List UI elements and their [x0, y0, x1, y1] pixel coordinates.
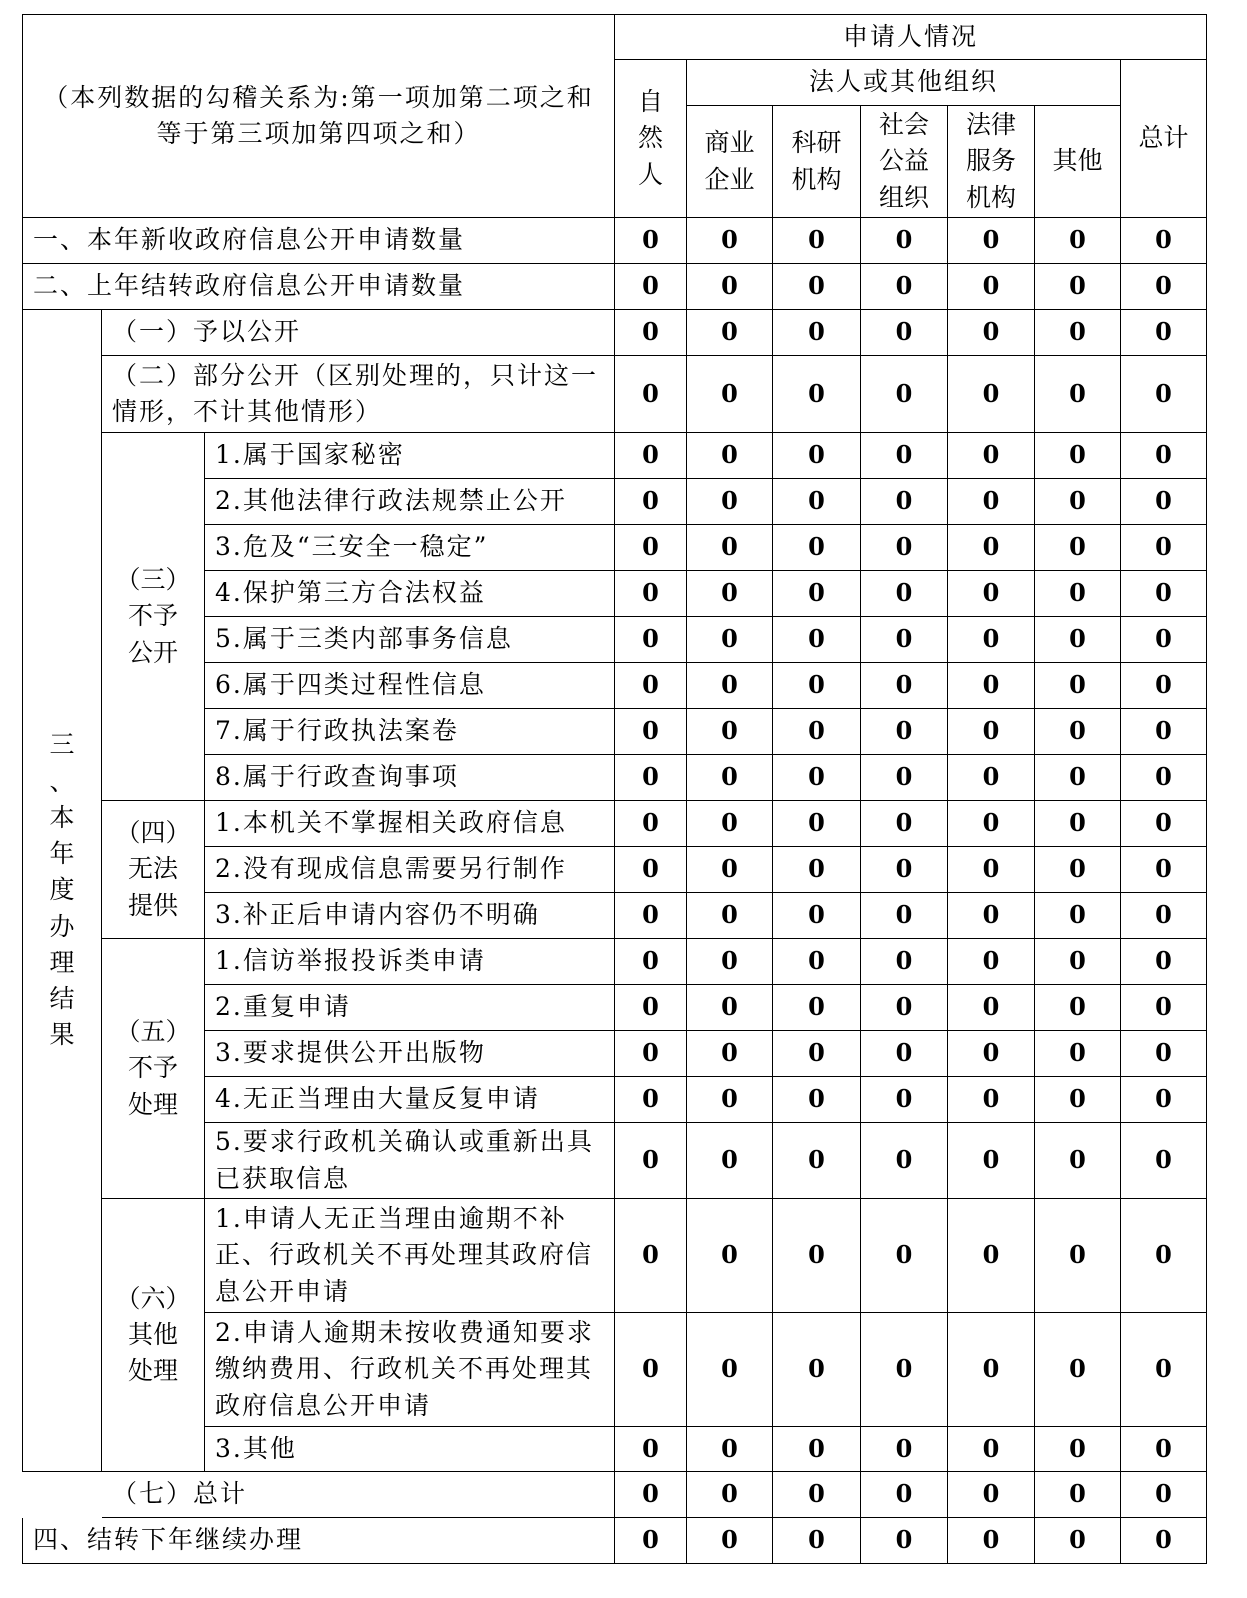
section-3-char: 理 [49, 947, 75, 977]
value-cell: 0 [773, 218, 861, 264]
value-cell: 0 [615, 985, 687, 1031]
value-cell: 0 [773, 1313, 861, 1427]
value-cell: 0 [687, 571, 773, 617]
row-label: 3.要求提供公开出版物 [205, 1031, 615, 1077]
value-cell: 0 [948, 1472, 1035, 1518]
section-3-char: 、 [49, 766, 75, 796]
value-cell: 0 [948, 1518, 1035, 1564]
group-not-processed-line: 不予 [127, 1053, 178, 1083]
value-cell: 0 [687, 264, 773, 310]
value-cell: 0 [615, 1199, 687, 1313]
value-cell: 0 [773, 1472, 861, 1518]
value-cell: 0 [687, 939, 773, 985]
value-cell: 0 [687, 479, 773, 525]
row-label: 1.属于国家秘密 [205, 433, 615, 479]
value-cell: 0 [1121, 310, 1207, 356]
value-cell: 0 [1035, 985, 1121, 1031]
value-cell: 0 [861, 709, 948, 755]
row-label: 7.属于行政执法案卷 [205, 709, 615, 755]
group-not-processed-line: （五） [115, 1017, 191, 1047]
header-legal-service-institution-line: 机构 [965, 182, 1016, 212]
value-cell: 0 [1035, 755, 1121, 801]
value-cell: 0 [861, 525, 948, 571]
group-not-disclosed-line: 不予 [127, 601, 178, 631]
value-cell: 0 [1035, 893, 1121, 939]
value-cell: 0 [615, 571, 687, 617]
value-cell: 0 [615, 1427, 687, 1472]
value-cell: 0 [773, 310, 861, 356]
value-cell: 0 [615, 1472, 687, 1518]
value-cell: 0 [861, 1427, 948, 1472]
value-cell: 0 [687, 801, 773, 847]
value-cell: 0 [861, 801, 948, 847]
gov-info-disclosure-table [22, 14, 1230, 1590]
row-label: 4.无正当理由大量反复申请 [205, 1077, 615, 1123]
value-cell: 0 [773, 1077, 861, 1123]
value-cell: 0 [773, 571, 861, 617]
header-total: 总计 [1121, 60, 1207, 218]
value-cell: 0 [1121, 1427, 1207, 1472]
value-cell: 0 [615, 1031, 687, 1077]
value-cell: 0 [861, 264, 948, 310]
row-label: 8.属于行政查询事项 [205, 755, 615, 801]
value-cell: 0 [615, 893, 687, 939]
value-cell: 0 [687, 1077, 773, 1123]
value-cell: 0 [773, 1518, 861, 1564]
row-label: 2.没有现成信息需要另行制作 [205, 847, 615, 893]
value-cell: 0 [615, 801, 687, 847]
header-legal-service-institution-line: 法律 [965, 110, 1016, 140]
value-cell: 0 [687, 1427, 773, 1472]
section-3-char: 结 [49, 984, 75, 1014]
section-3-char: 度 [49, 875, 75, 905]
row-label: 5.属于三类内部事务信息 [205, 617, 615, 663]
value-cell: 0 [615, 755, 687, 801]
value-cell: 0 [687, 847, 773, 893]
value-cell: 0 [773, 1199, 861, 1313]
value-cell: 0 [1035, 525, 1121, 571]
value-cell: 0 [861, 571, 948, 617]
value-cell: 0 [773, 525, 861, 571]
value-cell: 0 [1121, 1031, 1207, 1077]
header-natural-person-line: 自 [637, 87, 663, 117]
value-cell: 0 [615, 264, 687, 310]
value-cell: 0 [773, 847, 861, 893]
value-cell: 0 [948, 755, 1035, 801]
value-cell: 0 [948, 433, 1035, 479]
value-cell: 0 [1121, 801, 1207, 847]
value-cell: 0 [861, 218, 948, 264]
value-cell: 0 [773, 755, 861, 801]
value-cell: 0 [615, 709, 687, 755]
header-natural-person-line: 然 [637, 123, 663, 153]
group-not-processed [102, 939, 205, 1199]
row-label: 2.其他法律行政法规禁止公开 [205, 479, 615, 525]
value-cell: 0 [687, 893, 773, 939]
value-cell: 0 [948, 1077, 1035, 1123]
value-cell: 0 [1121, 1472, 1207, 1518]
value-cell: 0 [1121, 985, 1207, 1031]
value-cell: 0 [861, 985, 948, 1031]
section-3-char: 果 [49, 1020, 75, 1050]
value-cell: 0 [948, 1199, 1035, 1313]
value-cell: 0 [1035, 939, 1121, 985]
value-cell: 0 [1121, 433, 1207, 479]
value-cell: 0 [861, 755, 948, 801]
header-legal-service-institution-line: 服务 [965, 146, 1016, 176]
value-cell: 0 [1121, 479, 1207, 525]
value-cell: 0 [861, 939, 948, 985]
value-cell: 0 [861, 1472, 948, 1518]
value-cell: 0 [948, 571, 1035, 617]
value-cell: 0 [861, 847, 948, 893]
header-research-institution-line: 机构 [791, 164, 842, 194]
value-cell: 0 [687, 663, 773, 709]
value-cell: 0 [615, 1518, 687, 1564]
value-cell: 0 [773, 479, 861, 525]
value-cell: 0 [1035, 1031, 1121, 1077]
value-cell: 0 [1035, 310, 1121, 356]
value-cell: 0 [1121, 893, 1207, 939]
value-cell: 0 [773, 939, 861, 985]
header-other: 其他 [1035, 106, 1121, 218]
row-label: 1.信访举报投诉类申请 [205, 939, 615, 985]
value-cell: 0 [948, 356, 1035, 433]
value-cell: 0 [1035, 801, 1121, 847]
value-cell: 0 [773, 663, 861, 709]
report-page [22, 14, 1230, 1590]
row-label: （一）予以公开 [102, 310, 615, 356]
section-3-label [22, 310, 102, 1472]
value-cell: 0 [687, 1123, 773, 1199]
value-cell: 0 [1121, 617, 1207, 663]
value-cell: 0 [687, 356, 773, 433]
row-label: 2.重复申请 [205, 985, 615, 1031]
value-cell: 0 [773, 893, 861, 939]
value-cell: 0 [687, 985, 773, 1031]
value-cell: 0 [773, 709, 861, 755]
value-cell: 0 [773, 985, 861, 1031]
group-unable-to-provide-line: 无法 [127, 854, 178, 884]
group-other-processing-line: 处理 [127, 1356, 178, 1386]
value-cell: 0 [1035, 709, 1121, 755]
row-label: （七）总计 [102, 1472, 615, 1518]
value-cell: 0 [615, 218, 687, 264]
header-social-welfare-org [861, 106, 948, 218]
value-cell: 0 [861, 1518, 948, 1564]
value-cell: 0 [948, 801, 1035, 847]
value-cell: 0 [1121, 525, 1207, 571]
header-legal-or-other-org: 法人或其他组织 [687, 60, 1121, 106]
row-label: 2.申请人逾期未按收费通知要求缴纳费用、行政机关不再处理其政府信息公开申请 [205, 1313, 615, 1427]
value-cell: 0 [615, 525, 687, 571]
row-label: 1.申请人无正当理由逾期不补正、行政机关不再处理其政府信息公开申请 [205, 1199, 615, 1313]
value-cell: 0 [1121, 571, 1207, 617]
value-cell: 0 [861, 356, 948, 433]
value-cell: 0 [687, 709, 773, 755]
value-cell: 0 [1121, 1199, 1207, 1313]
value-cell: 0 [948, 1123, 1035, 1199]
header-social-welfare-org-line: 社会 [878, 110, 929, 140]
value-cell: 0 [948, 985, 1035, 1031]
value-cell: 0 [861, 310, 948, 356]
header-commercial-enterprise-line: 商业 [704, 128, 755, 158]
group-unable-to-provide [102, 801, 205, 939]
value-cell: 0 [687, 310, 773, 356]
section-3-char: 本 [49, 802, 75, 832]
value-cell: 0 [948, 310, 1035, 356]
value-cell: 0 [948, 218, 1035, 264]
value-cell: 0 [1121, 356, 1207, 433]
group-unable-to-provide-line: （四） [115, 818, 191, 848]
value-cell: 0 [1121, 709, 1207, 755]
value-cell: 0 [948, 617, 1035, 663]
row-label: 1.本机关不掌握相关政府信息 [205, 801, 615, 847]
value-cell: 0 [861, 1313, 948, 1427]
value-cell: 0 [948, 1427, 1035, 1472]
value-cell: 0 [861, 617, 948, 663]
value-cell: 0 [773, 801, 861, 847]
value-cell: 0 [861, 663, 948, 709]
header-applicant-situation: 申请人情况 [615, 14, 1207, 60]
value-cell: 0 [687, 1472, 773, 1518]
value-cell: 0 [687, 218, 773, 264]
section-3-char: 三 [49, 730, 75, 760]
value-cell: 0 [861, 479, 948, 525]
value-cell: 0 [615, 310, 687, 356]
group-not-processed-line: 处理 [127, 1089, 178, 1119]
value-cell: 0 [1121, 663, 1207, 709]
value-cell: 0 [1035, 1123, 1121, 1199]
value-cell: 0 [1035, 356, 1121, 433]
row-label: 4.保护第三方合法权益 [205, 571, 615, 617]
value-cell: 0 [1035, 1427, 1121, 1472]
group-not-disclosed [102, 433, 205, 801]
value-cell: 0 [1121, 1518, 1207, 1564]
group-not-disclosed-line: 公开 [127, 637, 178, 667]
value-cell: 0 [615, 939, 687, 985]
value-cell: 0 [773, 433, 861, 479]
value-cell: 0 [1121, 1313, 1207, 1427]
value-cell: 0 [948, 939, 1035, 985]
value-cell: 0 [1035, 433, 1121, 479]
row-label: 3.危及“三安全一稳定” [205, 525, 615, 571]
value-cell: 0 [687, 1518, 773, 1564]
value-cell: 0 [861, 1123, 948, 1199]
value-cell: 0 [773, 1427, 861, 1472]
value-cell: 0 [687, 1199, 773, 1313]
value-cell: 0 [773, 356, 861, 433]
value-cell: 0 [1035, 847, 1121, 893]
value-cell: 0 [948, 893, 1035, 939]
header-commercial-enterprise-line: 企业 [704, 164, 755, 194]
value-cell: 0 [1035, 1313, 1121, 1427]
value-cell: 0 [773, 617, 861, 663]
group-other-processing-line: 其他 [127, 1319, 178, 1349]
value-cell: 0 [615, 1123, 687, 1199]
row-label: 3.其他 [205, 1427, 615, 1472]
header-natural-person [615, 60, 687, 218]
value-cell: 0 [1035, 617, 1121, 663]
value-cell: 0 [1035, 1199, 1121, 1313]
value-cell: 0 [1121, 939, 1207, 985]
header-natural-person-line: 人 [637, 159, 663, 189]
value-cell: 0 [1035, 218, 1121, 264]
value-cell: 0 [948, 1031, 1035, 1077]
section-3-char: 办 [49, 911, 75, 941]
row-label: 3.补正后申请内容仍不明确 [205, 893, 615, 939]
value-cell: 0 [773, 1031, 861, 1077]
value-cell: 0 [1121, 218, 1207, 264]
value-cell: 0 [1121, 1077, 1207, 1123]
value-cell: 0 [615, 847, 687, 893]
value-cell: 0 [1121, 1123, 1207, 1199]
value-cell: 0 [948, 479, 1035, 525]
value-cell: 0 [948, 525, 1035, 571]
value-cell: 0 [615, 1313, 687, 1427]
value-cell: 0 [948, 264, 1035, 310]
value-cell: 0 [948, 709, 1035, 755]
header-social-welfare-org-line: 组织 [878, 182, 929, 212]
value-cell: 0 [615, 433, 687, 479]
row-label: （二）部分公开（区别处理的，只计这一情形，不计其他情形） [102, 356, 615, 433]
value-cell: 0 [1035, 1077, 1121, 1123]
section-3-char: 年 [49, 839, 75, 869]
header-legal-service-institution [948, 106, 1035, 218]
value-cell: 0 [861, 433, 948, 479]
row-label: 5.要求行政机关确认或重新出具已获取信息 [205, 1123, 615, 1199]
value-cell: 0 [948, 1313, 1035, 1427]
header-research-institution-line: 科研 [791, 128, 842, 158]
group-unable-to-provide-line: 提供 [127, 890, 178, 920]
header-commercial-enterprise [687, 106, 773, 218]
value-cell: 0 [687, 755, 773, 801]
value-cell: 0 [687, 1031, 773, 1077]
value-cell: 0 [861, 893, 948, 939]
value-cell: 0 [1035, 1472, 1121, 1518]
value-cell: 0 [1035, 663, 1121, 709]
header-research-institution [773, 106, 861, 218]
group-other-processing-line: （六） [115, 1283, 191, 1313]
value-cell: 0 [948, 847, 1035, 893]
value-cell: 0 [1035, 479, 1121, 525]
row-label: 四、结转下年继续办理 [22, 1518, 615, 1564]
value-cell: 0 [861, 1031, 948, 1077]
value-cell: 0 [1035, 571, 1121, 617]
value-cell: 0 [1121, 264, 1207, 310]
value-cell: 0 [687, 1313, 773, 1427]
value-cell: 0 [615, 356, 687, 433]
value-cell: 0 [1121, 847, 1207, 893]
value-cell: 0 [773, 1123, 861, 1199]
value-cell: 0 [861, 1077, 948, 1123]
value-cell: 0 [1035, 264, 1121, 310]
header-social-welfare-org-line: 公益 [878, 146, 929, 176]
value-cell: 0 [615, 479, 687, 525]
row-label: 一、本年新收政府信息公开申请数量 [22, 218, 615, 264]
value-cell: 0 [773, 264, 861, 310]
row-label: 二、上年结转政府信息公开申请数量 [22, 264, 615, 310]
value-cell: 0 [687, 525, 773, 571]
value-cell: 0 [687, 617, 773, 663]
value-cell: 0 [615, 1077, 687, 1123]
value-cell: 0 [948, 663, 1035, 709]
value-cell: 0 [1035, 1518, 1121, 1564]
value-cell: 0 [687, 433, 773, 479]
value-cell: 0 [615, 663, 687, 709]
row-label: 6.属于四类过程性信息 [205, 663, 615, 709]
value-cell: 0 [861, 1199, 948, 1313]
group-other-processing [102, 1199, 205, 1472]
value-cell: 0 [615, 617, 687, 663]
header-note: （本列数据的勾稽关系为:第一项加第二项之和等于第三项加第四项之和） [22, 14, 615, 218]
group-not-disclosed-line: （三） [115, 565, 191, 595]
value-cell: 0 [1121, 755, 1207, 801]
